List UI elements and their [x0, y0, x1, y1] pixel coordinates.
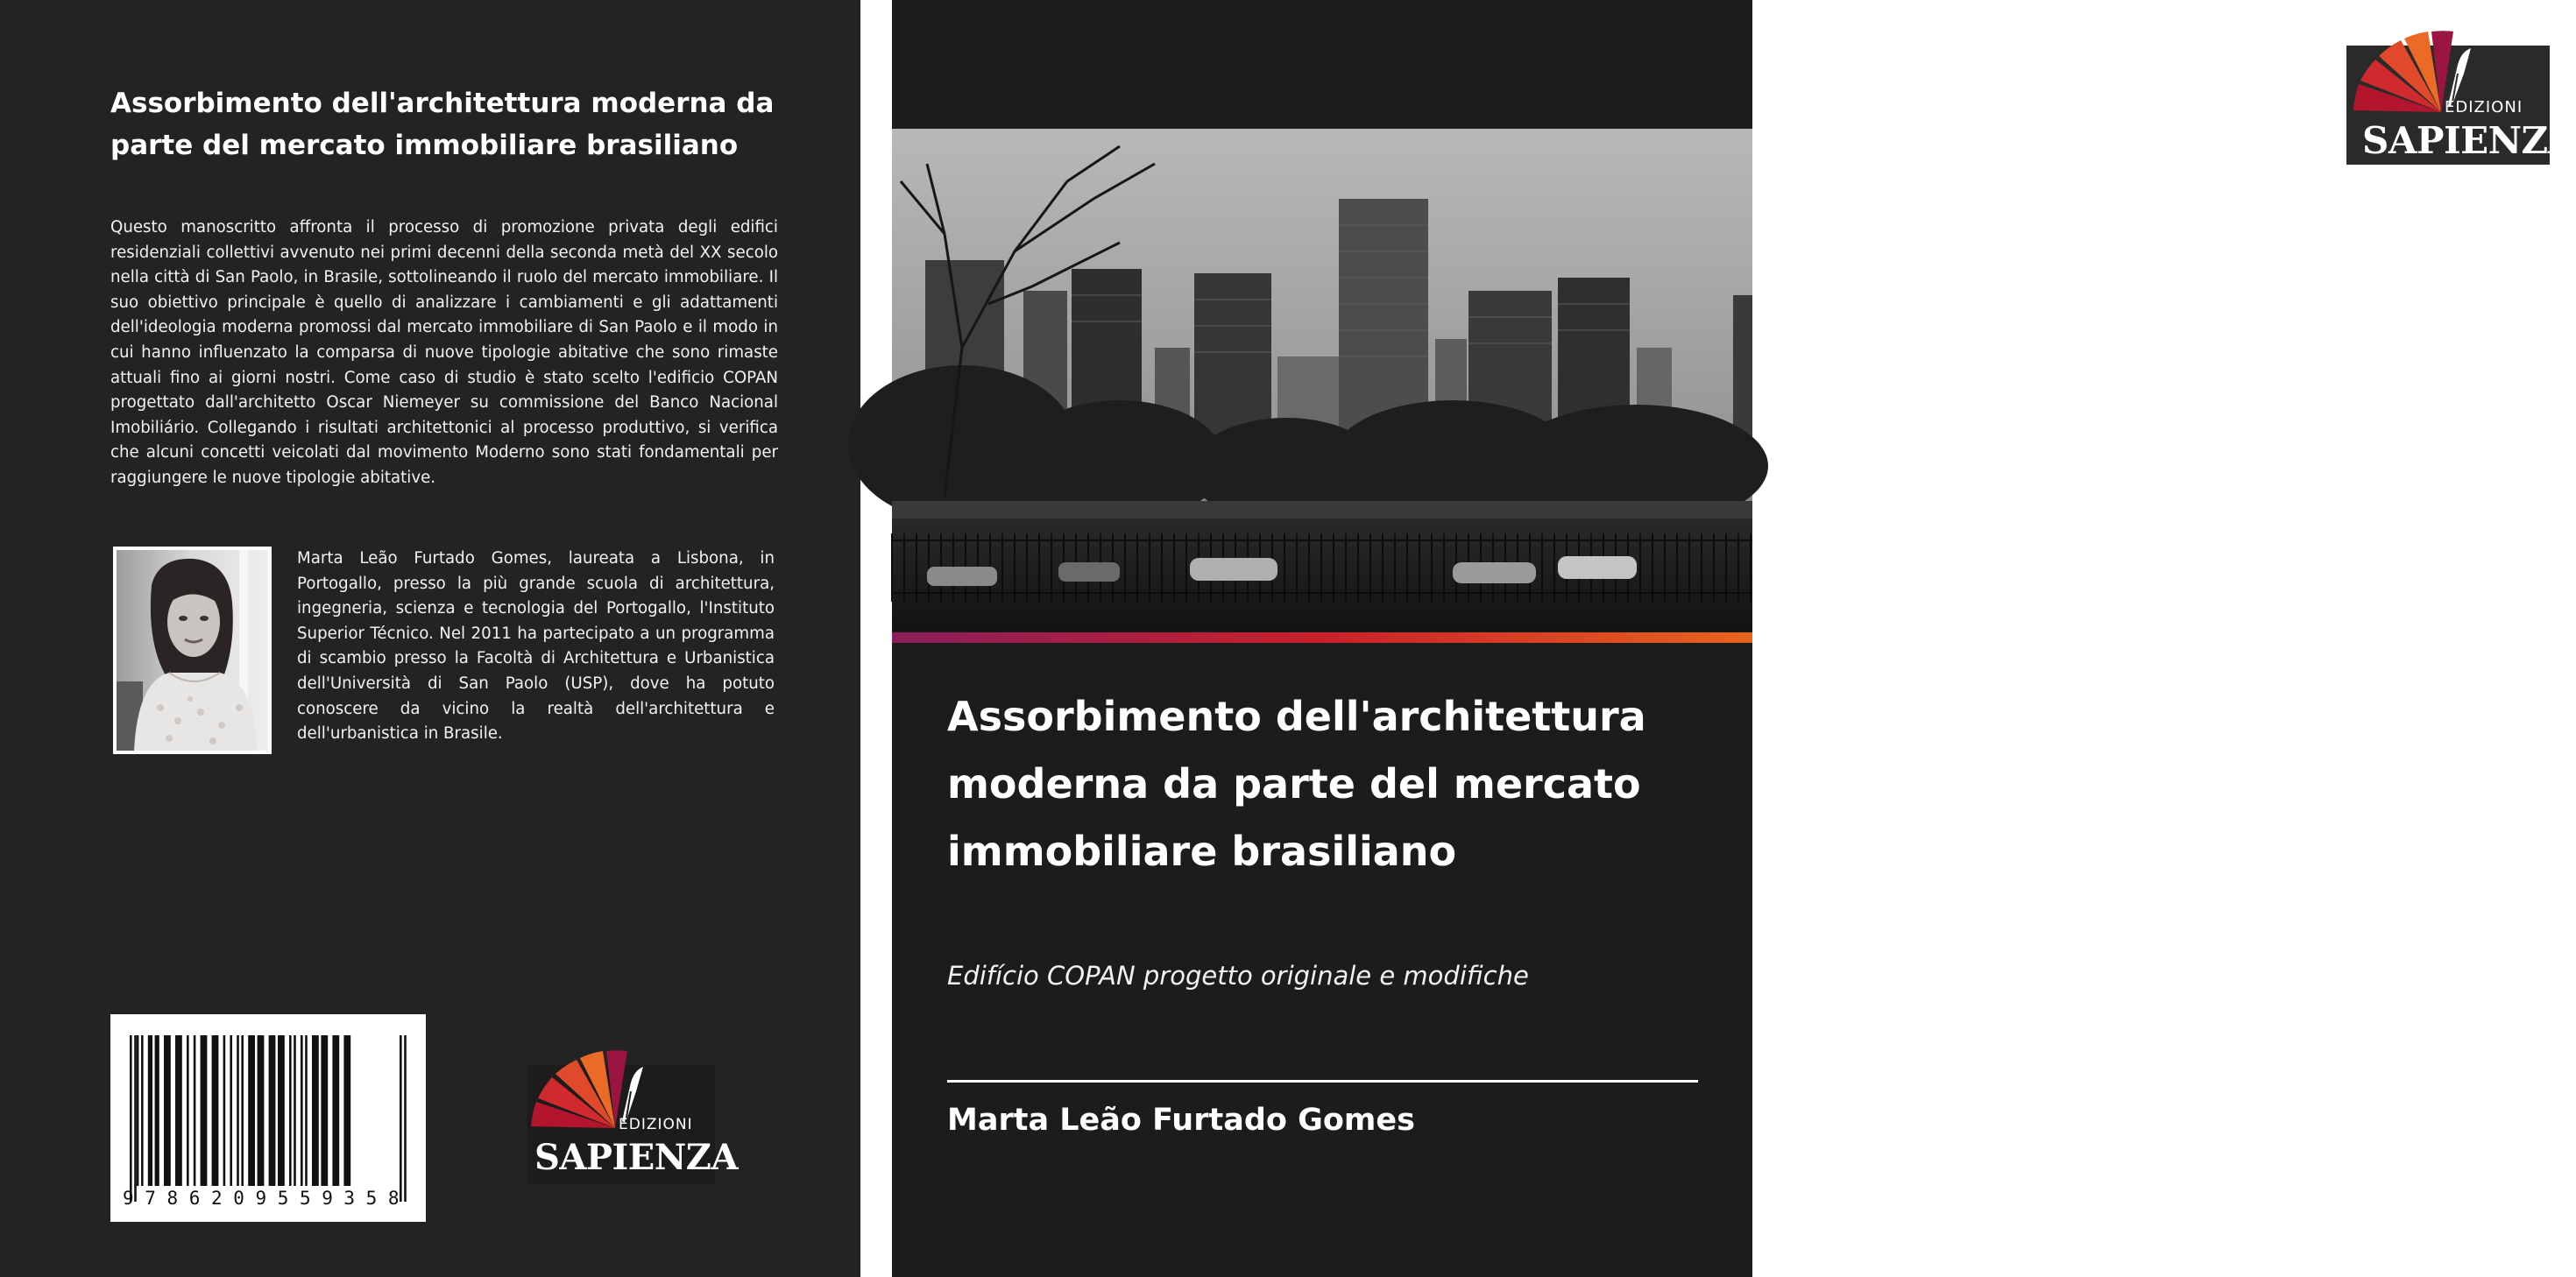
barcode-guard-bar — [130, 1035, 132, 1202]
barcode-bar — [312, 1035, 319, 1186]
barcode-bar — [269, 1035, 276, 1186]
front-cover-author: Marta Leão Furtado Gomes — [947, 1103, 1415, 1138]
back-cover — [0, 0, 860, 1277]
barcode-bar — [321, 1035, 328, 1186]
barcode-bar — [155, 1035, 159, 1186]
barcode-bar — [164, 1035, 171, 1186]
barcode-bar — [137, 1035, 139, 1186]
barcode-bar — [237, 1035, 239, 1186]
barcode-bar — [212, 1035, 219, 1186]
barcode-bar — [332, 1035, 339, 1186]
isbn-barcode — [110, 1014, 426, 1222]
barcode-bar — [294, 1035, 296, 1186]
barcode-bar — [278, 1035, 285, 1186]
front-cover — [892, 0, 2576, 1277]
publisher-logo-back — [527, 1065, 738, 1184]
publisher-name: SAPIENZA — [534, 1137, 738, 1178]
author-bio: Marta Leão Furtado Gomes, laureata a Lisbona, in Portogallo, presso la più grande scuola di architettura, ingegneria, scienza e tecnologia del Portogallo, l'Instituto Superior Técnico. Nel 2011 ha partecipato a un programma di scambio presso la Facoltà di Architettura e Urbanistica dell'Università di San Paolo (USP), dove ha potuto conoscere da vicino la realtà dell'architettura e dell'urbanistica in Brasile. — [297, 549, 775, 744]
barcode-bar — [201, 1035, 208, 1186]
front-cover-title: Assorbimento dell'architettura moderna da parte del mercato immobiliare brasiliano — [947, 693, 1646, 875]
barcode-bar — [194, 1035, 196, 1186]
publisher-edizioni: EDIZIONI — [619, 1116, 693, 1133]
barcode-bar — [187, 1035, 189, 1186]
author-portrait-image — [117, 550, 268, 751]
back-cover-title: Assorbimento dell'architettura moderna da parte del mercato immobiliare brasiliano — [110, 88, 775, 161]
barcode-bar — [148, 1035, 152, 1186]
barcode-bar — [343, 1035, 350, 1186]
spine-gap — [860, 0, 892, 1277]
barcode-bar — [289, 1035, 292, 1186]
barcode-bar — [175, 1035, 182, 1186]
barcode-guard-bar — [400, 1035, 402, 1202]
back-cover-blurb: Questo manoscritto affronta il processo di promozione privata degli edifici residenziali collettivi avvenuto nei primi decenni della seconda metà del XX secolo nella città di San Paolo, in Brasile, sottolineando il ruolo del mercato immobiliare. Il suo obiettivo principale è quello di analizzare i cambiamenti e gli adattamenti dell'ideologia moderna promossi dal mercato immobiliare di San Paolo e il modo in cui hanno influenzato la comparsa di nuove tipologie abitative che sono rimaste attuali fino ai giorni nostri. Come caso di studio è stato scelto l'edificio COPAN progettato dall'architetto Oscar Niemeyer su commissione del Banco Nacional Imobiliário. Collegando i risultati architettonici al processo produttivo, si verifica che alcuni concetti veicolati dal movimento Moderno sono stati fondamentali per raggiungere le nuove tipologie abitative. — [110, 218, 778, 487]
front-cover-subtitle: Edifício COPAN progetto originale e modifiche — [947, 961, 1529, 991]
publisher-logo-front — [2346, 46, 2576, 165]
title-divider — [947, 1080, 1698, 1083]
barcode-digits: 9786209559358 — [123, 1188, 411, 1209]
barcode-bar — [301, 1035, 303, 1186]
publisher-edizioni: EDIZIONI — [2445, 98, 2523, 116]
barcode-bar — [141, 1035, 144, 1186]
author-photo — [113, 547, 272, 754]
accent-bar — [892, 632, 1752, 643]
barcode-bar — [241, 1035, 244, 1186]
cover-photo-skyline — [892, 129, 1752, 631]
barcode-bar — [230, 1035, 232, 1186]
barcode-guard-bar — [404, 1035, 407, 1202]
publisher-name: SAPIENZA — [2362, 119, 2576, 162]
barcode-guard-bar — [134, 1035, 137, 1202]
skyline-image — [892, 129, 1752, 631]
barcode-bar — [248, 1035, 255, 1186]
barcode-bar — [258, 1035, 265, 1186]
barcode-bar — [223, 1035, 226, 1186]
barcode-bar — [305, 1035, 308, 1186]
